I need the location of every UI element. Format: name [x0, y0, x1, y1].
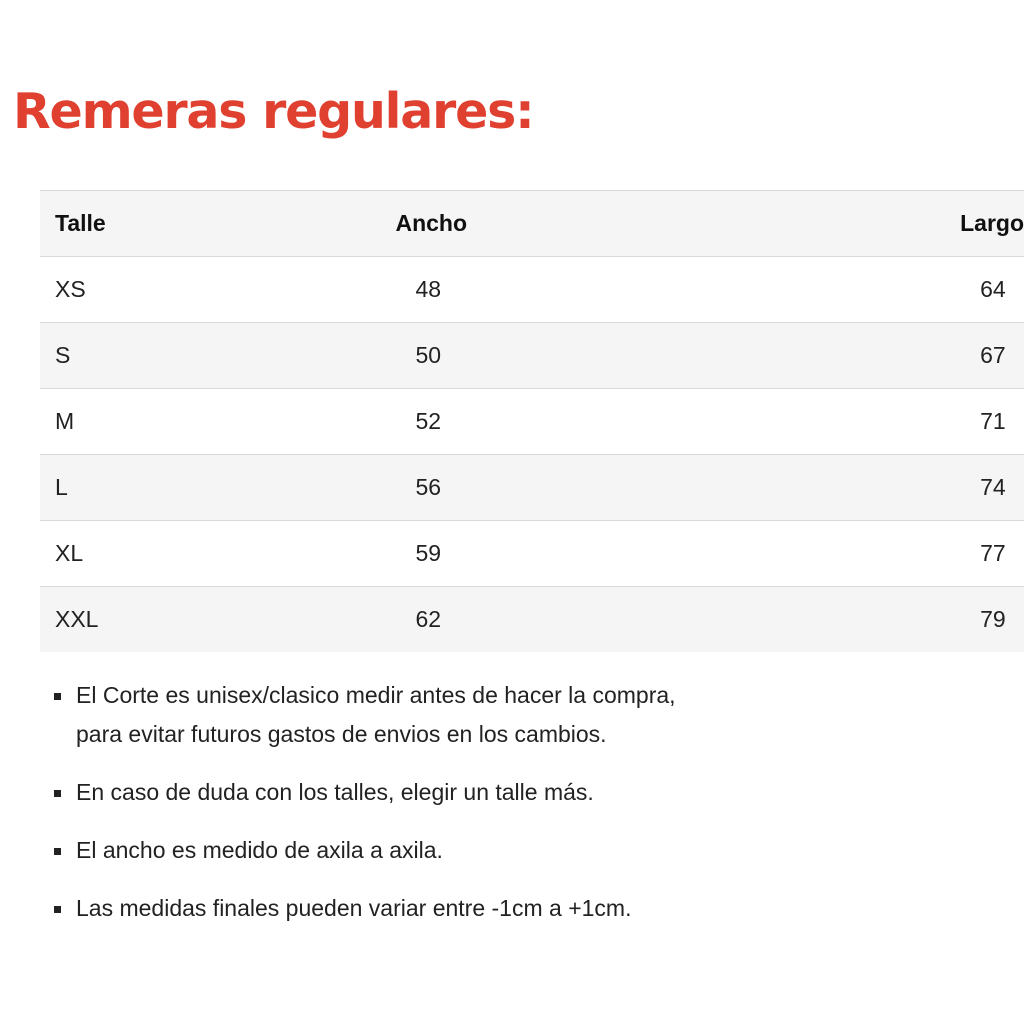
- cell-ancho: 56: [234, 455, 710, 521]
- table-row: [40, 455, 1024, 521]
- cell-largo: 71: [710, 389, 1024, 455]
- cell-ancho: 52: [234, 389, 710, 455]
- cell-talle: L: [40, 455, 234, 521]
- page-title: Remeras regulares:: [13, 83, 534, 140]
- table-header-row: [40, 191, 1024, 257]
- cell-talle: XXL: [40, 587, 234, 653]
- cell-talle: XS: [40, 257, 234, 323]
- table-row: [40, 257, 1024, 323]
- table-row: [40, 389, 1024, 455]
- square-bullet-icon: [54, 693, 61, 700]
- cell-largo: 77: [710, 521, 1024, 587]
- header-largo: Largo: [710, 191, 1024, 257]
- note-text: El Corte es unisex/clasico medir antes de hacer la compra,: [76, 682, 676, 708]
- cell-ancho: 48: [234, 257, 710, 323]
- size-table: [40, 190, 1024, 652]
- cell-ancho: 59: [234, 521, 710, 587]
- cell-talle: XL: [40, 521, 234, 587]
- cell-largo: 64: [710, 257, 1024, 323]
- cell-talle: M: [40, 389, 234, 455]
- table-row: [40, 587, 1024, 653]
- cell-largo: 74: [710, 455, 1024, 521]
- list-item: [50, 831, 770, 870]
- note-text-continued: para evitar futuros gastos de envios en los cambios.: [76, 721, 607, 747]
- square-bullet-icon: [54, 906, 61, 913]
- table-row: [40, 323, 1024, 389]
- note-text: Las medidas finales pueden variar entre -1cm a +1cm.: [76, 895, 632, 921]
- cell-talle: S: [40, 323, 234, 389]
- square-bullet-icon: [54, 790, 61, 797]
- cell-largo: 67: [710, 323, 1024, 389]
- header-talle: Talle: [40, 191, 234, 257]
- cell-ancho: 50: [234, 323, 710, 389]
- notes-list: [50, 676, 770, 947]
- square-bullet-icon: [54, 848, 61, 855]
- list-item: [50, 889, 770, 928]
- cell-ancho: 62: [234, 587, 710, 653]
- header-ancho: Ancho: [234, 191, 710, 257]
- note-text: El ancho es medido de axila a axila.: [76, 837, 443, 863]
- list-item: [50, 773, 770, 812]
- note-text: En caso de duda con los talles, elegir un talle más.: [76, 779, 594, 805]
- cell-largo: 79: [710, 587, 1024, 653]
- table-row: [40, 521, 1024, 587]
- list-item: [50, 676, 770, 754]
